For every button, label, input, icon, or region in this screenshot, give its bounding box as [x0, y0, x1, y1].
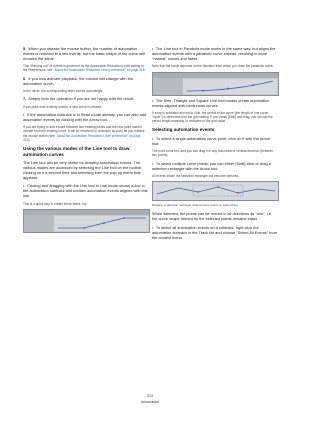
cross-reference-link[interactable]: "About the Automation Reduction Level preference" on page 315: [53, 68, 145, 73]
bullet-icon: •: [152, 97, 154, 103]
bullet-select-multiple-note: All events inside the selection rectangle will become selected.: [152, 173, 239, 178]
bullet-select-single-note: The point turns red, and you can drag it in any horizontal or vertical direction (between two points).: [152, 149, 274, 158]
note-text-end: .: [144, 68, 146, 73]
step-6-note: In the mixer, the corresponding fader moves accordingly.: [23, 88, 103, 93]
step-7-note: If you draw over existing events, a new curve is created.: [23, 104, 103, 109]
step-text: Simply redo the operation if you are not happy with the result.: [28, 96, 135, 102]
step-text: If you now activate playback, the volume will change with the automation curve.: [23, 75, 134, 86]
step-number: 5.: [23, 46, 27, 51]
bullet-icon: •: [23, 111, 25, 117]
note-text-end: ).: [28, 137, 31, 142]
parabola-illustration: [153, 73, 278, 95]
bullet-sine-triangle-square: [152, 98, 277, 108]
bullet-icon: •: [152, 135, 154, 141]
selection-screenshot: [152, 181, 279, 201]
bullet-line-mode-note: This is a quick way to create linear fades, etc.: [23, 201, 88, 206]
bullet-parabola-note: Note that the result depends on the direction from which you draw the parabolic curve:: [152, 64, 274, 69]
bullet-line-mode: [23, 183, 148, 198]
selection-illustration: [153, 182, 278, 200]
note-text: This "thinning out" of events is governed by the Automation Reduction Level setting in the Preferences, see: [23, 64, 144, 73]
section-heading-selecting: Selecting automation events: [152, 127, 215, 133]
line-mode-screenshot: [23, 209, 150, 233]
bullet-text: If the automation subtrack is in Read mode already, you can also add automation events by clicking with the Arrow tool.: [23, 111, 147, 122]
step-5-note: [23, 64, 148, 72]
bullet-read-mode-note: [23, 125, 148, 142]
bullet-text: To select multiple curve points, you can either [Shift]-click or drag a selection rectangle with the Arrow tool.: [152, 160, 271, 171]
bullet-read-mode: [23, 112, 148, 122]
cross-reference-link[interactable]: "About the Automation Reduction Level preference" on page 315: [23, 133, 141, 142]
selected-points-paragraph: When selected, the points can be moved in all directions as "one", i.e. the curve shape formed by the selected points remains intact.: [152, 211, 272, 222]
step-number: 7.: [23, 96, 27, 102]
bullet-select-single: [152, 136, 277, 146]
step-7: [23, 96, 148, 101]
left-column: [23, 46, 148, 235]
section-heading-line-tool: Using the various modes of the Line tool to draw automation curves: [23, 145, 130, 157]
line-mode-illustration: [24, 210, 149, 232]
bullet-text: The Sine, Triangle and Square Line tool modes create automation events aligned with continuous curves.: [152, 97, 270, 108]
parabola-screenshot: [152, 72, 279, 96]
step-6: [23, 76, 148, 86]
page-number: 313: [147, 394, 153, 398]
screenshot-caption: Drawing a selection rectangle around some points to select them.: [152, 203, 239, 208]
step-text: When you release the mouse button, the number of automation events is reduced to a few events, but the basic shape of the curve still remains the same.: [23, 46, 145, 61]
bullet-parabola: [152, 46, 277, 61]
bullet-text: To select all automation events on a subtrack, right-click the automation subtrack in the Track list and choose "Select All Events" from the context menu.: [152, 224, 277, 240]
bullet-text: The Line tool in Parabola mode works in the same way, but aligns the automation events with a parabolic curve instead, resulting in more "natural" curves and fades.: [152, 46, 276, 61]
step-number: 6.: [23, 75, 27, 81]
chapter-name: Automation: [140, 400, 160, 404]
right-column: [152, 46, 277, 243]
line-tool-paragraph: The Line tool can be very useful for drawing automation events. The various modes are accessed by selecting the Line tool on the toolbar, clicking on it a second time and selecting from the pop-up menu that appears.: [23, 160, 143, 181]
bullet-icon: •: [152, 46, 154, 51]
bullet-icon: •: [152, 224, 154, 230]
bullet-select-all: [152, 225, 277, 240]
bullet-icon: •: [23, 183, 25, 189]
bullet-text: To select a single automation curve point, click on it with the Arrow tool.: [152, 135, 270, 146]
note-text: If you are trying to add a point between two existing points and the new point doesn't deviate from the existing curve, it will be removed by reduction as soon as you release the mouse button (see: [23, 125, 145, 138]
step-5: [23, 46, 148, 61]
bullet-icon: •: [152, 160, 154, 166]
bullet-select-multiple: [152, 161, 277, 171]
bullet-text: Clicking and dragging with the Line tool in Line mode shows a line in the automation subtrack and creates automation events aligned with this line.: [23, 183, 148, 199]
bullet-sine-note: If snap is activated and set to Grid, the period of the curve (the length of one curve "cycle") is determined by the grid setting. If you press [Shift] and drag, you can set the period length manually, in multiples of the grid value.: [152, 110, 273, 124]
